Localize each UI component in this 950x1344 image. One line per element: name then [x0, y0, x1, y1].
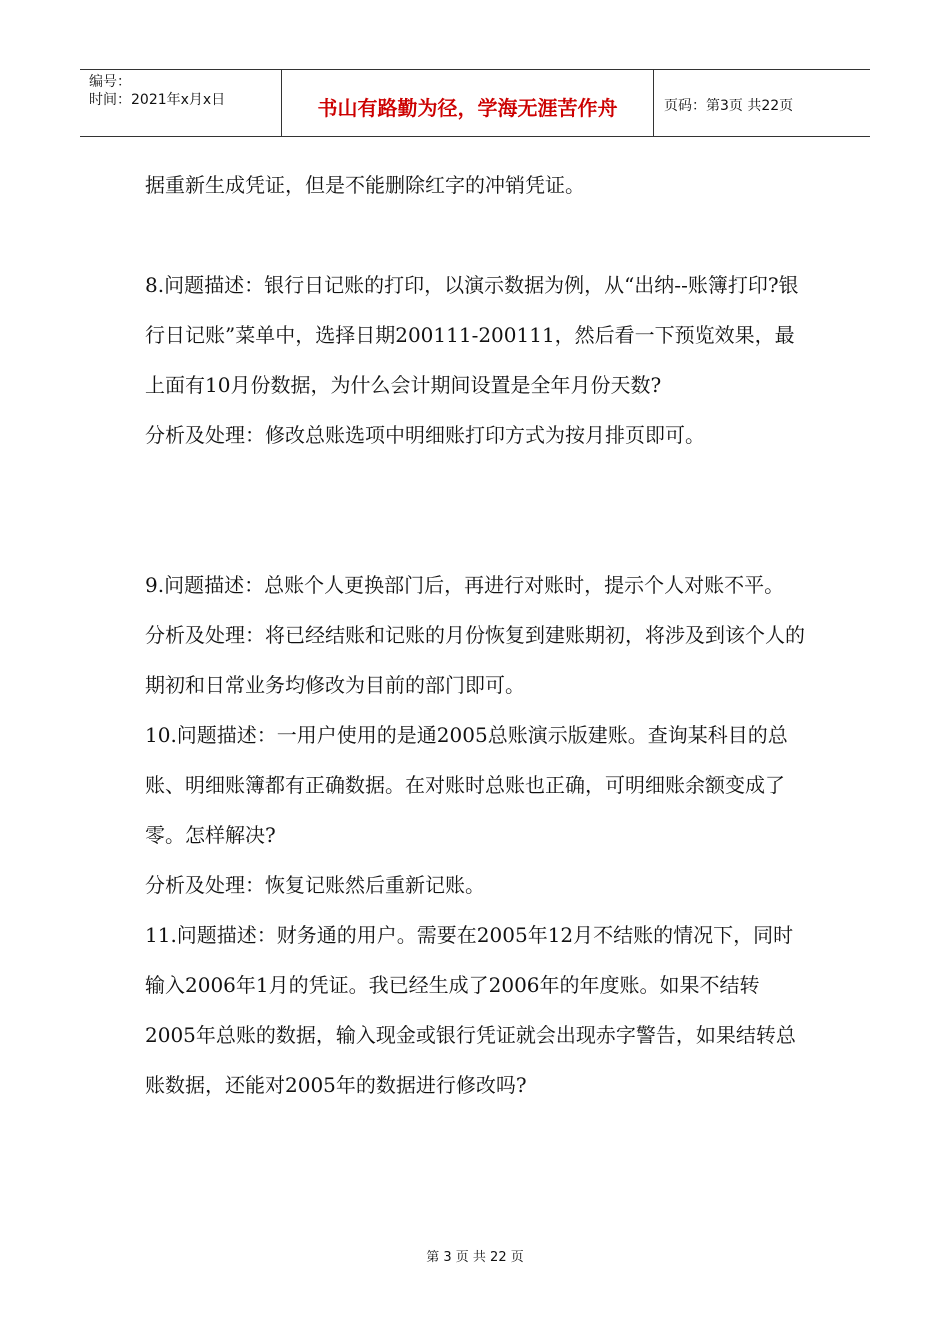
- question-8: 8.问题描述：银行日记账的打印，以演示数据为例，从“出纳--账簿打印?银行日记账”菜单中，选择日期200111-200111，然后看一下预览效果，最上面有10月份数据，为什么会计期间设置是全年月份天数?: [145, 273, 799, 397]
- question-11: 11.问题描述：财务通的用户。需要在2005年12月不结账的情况下，同时输入2006年1月的凭证。我已经生成了2006年的年度账。如果不结转2005年总账的数据，输入现金或银行凭证就会出现赤字警告，如果结转总账数据，还能对2005年的数据进行修改吗?: [145, 923, 796, 1097]
- header-page-info: 页码：第3页 共22页: [664, 98, 794, 114]
- answer-10: 分析及处理：恢复记账然后重新记账。: [145, 873, 485, 897]
- document-date: 时间：2021年x月x日: [89, 92, 226, 108]
- document-number: 编号：: [89, 74, 131, 90]
- page-footer: 第 3 页 共 22 页: [426, 1250, 524, 1265]
- question-9: 9.问题描述：总账个人更换部门后，再进行对账时，提示个人对账不平。: [145, 573, 785, 597]
- header-table: [80, 69, 870, 137]
- document-body: [145, 160, 810, 1110]
- paragraph-continued: 据重新生成凭证，但是不能删除红字的冲销凭证。: [145, 173, 585, 197]
- answer-9: 分析及处理：将已经结账和记账的月份恢复到建账期初，将涉及到该个人的期初和日常业务均修改为目前的部门即可。: [145, 623, 805, 697]
- answer-8: 分析及处理：修改总账选项中明细账打印方式为按月排页即可。: [145, 423, 705, 447]
- header-meta-cell: [80, 70, 282, 136]
- question-10: 10.问题描述：一用户使用的是通2005总账演示版建账。查询某科目的总账、明细账簿都有正确数据。在对账时总账也正确，可明细账余额变成了零。怎样解决?: [145, 723, 788, 847]
- header-motto: 书山有路勤为径，学海无涯苦作舟: [282, 70, 654, 136]
